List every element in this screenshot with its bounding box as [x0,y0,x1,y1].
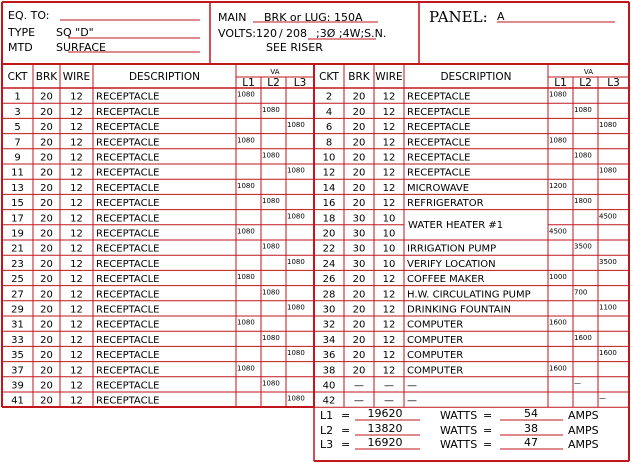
left-row-wire: 12 [70,228,83,240]
right-row-ckt: 20 [322,228,336,240]
right-row-l3: 3500 [599,257,617,266]
left-row-brk: 20 [40,243,53,255]
right-row-desc: RECEPTACLE [407,152,471,164]
left-row-brk: 20 [40,122,53,134]
panel-label: PANEL: [429,8,488,26]
right-row-l1: 1000 [549,273,567,282]
left-row-ckt: 9 [14,152,21,164]
right-row-desc: RECEPTACLE [407,137,471,149]
left-row-l2: 1080 [262,379,280,388]
left-header-description: DESCRIPTION [128,71,201,83]
right-row-ckt: 22 [322,243,336,255]
right-row-l3: 1100 [599,303,617,312]
left-row-ckt: 25 [11,274,24,286]
left-row-ckt: 13 [11,182,24,194]
right-row-desc: VERIFY LOCATION [407,258,496,270]
volts-slash: / [279,27,283,40]
right-row-wire: 12 [382,304,396,316]
left-row-brk: 20 [40,152,53,164]
left-row-ckt: 19 [11,228,24,240]
right-row-desc: — [407,380,417,392]
left-row-brk: 20 [40,213,53,225]
total-eq2: = [483,424,493,437]
right-row-ckt: 14 [322,182,336,194]
main-value: BRK or LUG: 150A [264,11,363,24]
left-row-desc: RECEPTACLE [96,106,160,118]
right-row-desc: — [407,395,417,407]
right-row-brk: 20 [352,198,366,210]
total-line-label: L1 [320,409,334,422]
left-row-ckt: 41 [11,395,24,407]
total-eq: = [341,438,351,451]
left-row-brk: 20 [40,334,53,346]
right-row-brk: 20 [352,274,366,286]
left-row-l3: 1080 [287,394,305,403]
right-row-l1: 1600 [549,318,567,327]
left-row-l2: 1080 [262,242,280,251]
left-row-ckt: 21 [11,243,24,255]
right-row-wire: 12 [382,152,396,164]
mtd-value: SURFACE [56,41,106,54]
right-row-wire: 10 [382,228,396,240]
right-row-desc: COMPUTER [407,350,464,362]
total-watts-value: 19620 [367,407,403,420]
right-row-ckt: 6 [325,122,333,134]
total-eq2: = [483,438,493,451]
right-row-ckt: 40 [322,380,336,392]
right-row-ckt: 8 [325,137,333,149]
right-row-wire: 12 [382,274,396,286]
left-row-desc: RECEPTACLE [96,365,160,377]
right-header-wire: WIRE [375,71,403,83]
right-row-l1: 1600 [549,364,567,373]
left-row-brk: 20 [40,228,53,240]
right-row-wire: 10 [382,258,396,270]
total-watts-label: WATTS [440,424,478,437]
left-row-wire: 12 [70,380,83,392]
right-row-wire: 12 [382,350,396,362]
right-row-ckt: 34 [322,334,336,346]
right-row-brk: 20 [352,152,366,164]
left-row-l2: 1080 [262,333,280,342]
right-row-wire: 12 [382,91,396,103]
right-row-desc: COMPUTER [407,334,464,346]
total-watts-value: 16920 [367,436,403,449]
right-row-ckt: 4 [325,106,333,118]
right-row-desc: DRINKING FOUNTAIN [407,304,512,316]
right-header-ckt: CKT [319,71,339,83]
left-row-desc: RECEPTACLE [96,395,160,407]
left-row-desc: RECEPTACLE [96,198,160,210]
left-header-va: VA [270,68,280,76]
total-watts-label: WATTS [440,438,478,451]
right-row-ckt: 42 [322,395,336,407]
right-row-desc: COMPUTER [407,365,464,377]
right-row-l3: 4500 [599,212,617,221]
right-header-description: DESCRIPTION [440,71,512,83]
right-row-brk: 20 [352,91,366,103]
right-row-ckt: 10 [322,152,336,164]
left-row-wire: 12 [70,243,83,255]
left-row-brk: 20 [40,167,53,179]
right-header-l3: L3 [607,77,620,89]
right-row-ckt: 16 [322,198,336,210]
right-row-wire: — [384,380,394,392]
right-row-desc: RECEPTACLE [407,122,471,134]
left-row-l3: 1080 [287,349,305,358]
left-row-desc: RECEPTACLE [96,167,160,179]
left-row-wire: 12 [70,198,83,210]
right-row-wire: 12 [382,137,396,149]
right-row-wire: 12 [382,106,396,118]
right-header-va: VA [583,68,594,76]
right-row-wire: 10 [382,213,396,225]
left-row-desc: RECEPTACLE [96,350,160,362]
left-row-desc: RECEPTACLE [96,243,160,255]
volts-label: VOLTS: [218,27,257,40]
left-header-l2: L2 [267,77,280,89]
right-row-l2: 1080 [574,151,592,160]
left-row-l3: 1080 [287,303,305,312]
left-row-l2: 1080 [262,105,280,114]
left-row-ckt: 3 [14,106,21,118]
left-row-desc: RECEPTACLE [96,380,160,392]
left-row-l1: 1080 [237,136,255,145]
left-row-ckt: 35 [11,350,24,362]
see-riser: SEE RISER [266,41,323,54]
left-row-wire: 12 [70,289,83,301]
left-row-l1: 1080 [237,227,255,236]
right-row-l2: 3500 [574,242,592,251]
right-row-wire: — [384,395,394,407]
left-row-l2: 1080 [262,288,280,297]
left-row-wire: 12 [70,91,83,103]
left-row-brk: 20 [40,106,53,118]
left-row-desc: RECEPTACLE [96,228,160,240]
right-row-l3: — [599,394,606,403]
left-row-wire: 12 [70,304,83,316]
left-row-wire: 12 [70,365,83,377]
right-row-brk: 20 [352,350,366,362]
left-row-l1: 1080 [237,318,255,327]
right-header-l2: L2 [579,77,592,89]
left-row-brk: 20 [40,198,53,210]
left-row-ckt: 33 [11,334,24,346]
right-row-wire: 12 [382,365,396,377]
right-row-ckt: 36 [322,350,336,362]
right-row-brk: 30 [352,258,366,270]
right-row-ckt: 26 [322,274,336,286]
left-row-ckt: 11 [11,167,24,179]
left-row-ckt: 1 [14,91,21,103]
left-header-l3: L3 [293,77,307,89]
left-row-brk: 20 [40,395,53,407]
left-row-brk: 20 [40,365,53,377]
left-row-wire: 12 [70,319,83,331]
panel-value: A [497,10,505,23]
type-value: SQ "D" [56,26,94,39]
volts-v1: 120 [256,27,277,40]
left-row-wire: 12 [70,213,83,225]
left-row-desc: RECEPTACLE [96,182,160,194]
right-row-ckt: 30 [322,304,336,316]
total-amps-value: 54 [524,407,538,420]
total-watts-label: WATTS [440,409,478,422]
total-amps-label: AMPS [568,438,599,451]
right-row-brk: 20 [352,122,366,134]
total-eq2: = [483,409,493,422]
right-row-brk: 20 [352,365,366,377]
left-row-wire: 12 [70,152,83,164]
right-row-ckt: 18 [322,213,336,225]
right-row-desc: MICROWAVE [407,182,470,194]
left-row-ckt: 5 [14,122,21,134]
right-row-ckt: 12 [322,167,336,179]
left-row-brk: 20 [40,274,53,286]
left-row-ckt: 23 [11,258,24,270]
right-row-l2: 1800 [574,197,592,206]
total-amps-label: AMPS [568,409,599,422]
total-eq: = [341,424,351,437]
left-row-brk: 20 [40,91,53,103]
right-row-wire: 12 [382,182,396,194]
total-amps-value: 38 [524,422,538,435]
left-row-l2: 1080 [262,197,280,206]
left-row-brk: 20 [40,182,53,194]
left-row-desc: RECEPTACLE [96,304,160,316]
left-header-brk: BRK [35,71,58,83]
right-row-wire: 12 [382,319,396,331]
right-row-desc: COFFEE MAKER [407,274,485,286]
left-row-wire: 12 [70,395,83,407]
right-row-brk: 30 [352,228,366,240]
right-row-wire: 12 [382,167,396,179]
right-row-ckt: 32 [322,319,336,331]
left-row-wire: 12 [70,137,83,149]
total-line-label: L3 [320,438,334,451]
right-row-brk: 20 [352,167,366,179]
right-row-brk: 20 [352,182,366,194]
left-row-wire: 12 [70,182,83,194]
right-row-l3: 1080 [599,121,617,130]
left-row-desc: RECEPTACLE [96,91,160,103]
right-row-l1: 1080 [549,90,567,99]
mtd-label: MTD [8,41,33,54]
total-line-label: L2 [320,424,334,437]
left-row-brk: 20 [40,380,53,392]
left-row-l1: 1080 [237,364,255,373]
left-row-desc: RECEPTACLE [96,289,160,301]
right-row-brk: 20 [352,289,366,301]
left-row-l1: 1080 [237,181,255,190]
left-row-wire: 12 [70,106,83,118]
volts-suffix: ;3Ø ;4W;S.N. [316,27,387,40]
left-row-desc: RECEPTACLE [96,274,160,286]
right-row-l3: 1080 [599,166,617,175]
left-row-wire: 12 [70,167,83,179]
right-row-l1: 4500 [549,227,567,236]
right-row-ckt: 38 [322,365,336,377]
water-heater-desc: WATER HEATER #1 [408,219,504,231]
left-row-l3: 1080 [287,212,305,221]
right-row-desc: RECEPTACLE [407,106,471,118]
left-row-desc: RECEPTACLE [96,137,160,149]
total-amps-value: 47 [524,436,538,449]
left-row-brk: 20 [40,289,53,301]
right-row-desc: IRRIGATION PUMP [407,243,497,255]
right-row-brk: 30 [352,243,366,255]
right-row-ckt: 28 [322,289,336,301]
left-row-desc: RECEPTACLE [96,213,160,225]
volts-v2: 208 [286,27,307,40]
left-row-ckt: 39 [11,380,24,392]
left-row-l3: 1080 [287,257,305,266]
eq-to-label: EQ. TO: [8,9,50,22]
right-row-ckt: 2 [325,91,333,103]
left-row-brk: 20 [40,350,53,362]
right-row-wire: 12 [382,198,396,210]
right-row-l2: 1600 [574,333,592,342]
left-row-wire: 12 [70,258,83,270]
left-row-ckt: 37 [11,365,24,377]
left-row-ckt: 29 [11,304,24,316]
right-row-brk: 20 [352,304,366,316]
left-row-l1: 1080 [237,273,255,282]
right-row-ckt: 24 [322,258,336,270]
type-label: TYPE [8,26,36,39]
left-row-l2: 1080 [262,151,280,160]
left-row-ckt: 17 [11,213,24,225]
left-row-desc: RECEPTACLE [96,258,160,270]
left-row-wire: 12 [70,122,83,134]
right-header-brk: BRK [348,71,370,83]
right-row-wire: 12 [382,334,396,346]
right-row-l1: 1200 [549,181,567,190]
total-amps-label: AMPS [568,424,599,437]
left-row-l1: 1080 [237,90,255,99]
main-label: MAIN [218,11,247,24]
right-row-brk: 20 [352,334,366,346]
left-row-ckt: 27 [11,289,24,301]
right-row-desc: RECEPTACLE [407,91,471,103]
left-header-l1: L1 [242,77,255,89]
right-row-desc: REFRIGERATOR [407,198,484,210]
right-row-desc: COMPUTER [407,319,464,331]
right-row-wire: 12 [382,122,396,134]
right-row-desc: RECEPTACLE [407,167,471,179]
right-row-l2: 700 [574,288,588,297]
left-header-ckt: CKT [7,71,28,83]
left-row-wire: 12 [70,350,83,362]
left-row-brk: 20 [40,304,53,316]
left-row-brk: 20 [40,258,53,270]
left-row-desc: RECEPTACLE [96,319,160,331]
total-eq: = [341,409,351,422]
left-row-desc: RECEPTACLE [96,122,160,134]
right-row-desc: H.W. CIRCULATING PUMP [407,289,531,301]
right-row-brk: 20 [352,137,366,149]
left-row-brk: 20 [40,319,53,331]
total-watts-value: 13820 [367,422,403,435]
left-row-ckt: 31 [11,319,24,331]
left-row-brk: 20 [40,137,53,149]
left-row-ckt: 7 [14,137,21,149]
right-row-l3: 1600 [599,349,617,358]
left-row-l3: 1080 [287,121,305,130]
left-row-wire: 12 [70,334,83,346]
right-row-l1: 1080 [549,136,567,145]
right-row-brk: 30 [352,213,366,225]
right-row-brk: 20 [352,106,366,118]
right-row-l2: — [574,379,581,388]
right-row-brk: — [354,380,364,392]
right-row-wire: 12 [382,289,396,301]
right-row-brk: 20 [352,319,366,331]
right-row-l2: 1080 [574,105,592,114]
left-header-wire: WIRE [62,71,91,83]
right-header-l1: L1 [554,77,567,89]
right-row-brk: — [354,395,364,407]
left-row-ckt: 15 [11,198,24,210]
left-row-wire: 12 [70,274,83,286]
left-row-desc: RECEPTACLE [96,152,160,164]
left-row-desc: RECEPTACLE [96,334,160,346]
right-row-wire: 10 [382,243,396,255]
left-row-l3: 1080 [287,166,305,175]
